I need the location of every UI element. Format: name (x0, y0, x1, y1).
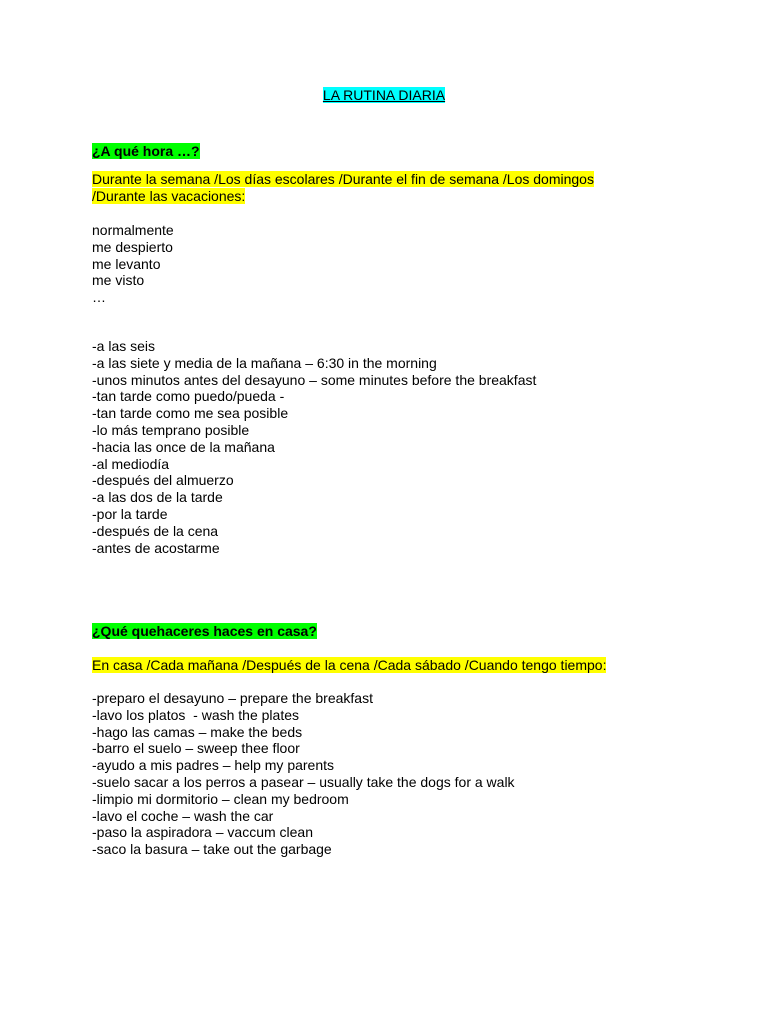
section1-verbs-list (92, 222, 692, 306)
time-item: -después de la cena (92, 522, 219, 539)
section2-heading-text: ¿Qué quehaceres haces en casa? (92, 623, 317, 639)
section2-intro (92, 657, 692, 674)
verb-item: me visto (92, 272, 145, 289)
chore-item: -barro el suelo – sweep thee floor (92, 740, 300, 757)
verb-item: me levanto (92, 255, 161, 272)
chore-item: -limpio mi dormitorio – clean my bedroom (92, 790, 349, 807)
time-item: -al mediodía (92, 455, 170, 472)
chore-item: -ayudo a mis padres – help my parents (92, 757, 335, 774)
section2-chores-list (92, 690, 692, 858)
chore-item: -paso la aspiradora – vaccum clean (92, 824, 314, 841)
page-title-text: LA RUTINA DIARIA (322, 87, 446, 103)
chore-item: -suelo sacar a los perros a pasear – usually take the dogs for a walk (92, 773, 515, 790)
section2-heading (92, 623, 692, 640)
verb-item: … (92, 289, 106, 306)
time-item: -tan tarde como puedo/pueda - (92, 388, 285, 405)
section1-intro-line2: /Durante las vacaciones: (92, 187, 246, 204)
verb-item: me despierto (92, 238, 173, 255)
time-item: -unos minutos antes del desayuno – some minutes before the breakfast (92, 371, 537, 388)
time-item: -por la tarde (92, 505, 168, 522)
verb-item: normalmente (92, 222, 174, 238)
chore-item: -preparo el desayuno – prepare the breakfast (92, 690, 373, 706)
time-item: -a las seis (92, 338, 156, 354)
time-item: -hacia las once de la mañana (92, 438, 275, 455)
time-item: -tan tarde como me sea posible (92, 405, 289, 422)
time-item: -a las siete y media de la mañana – 6:30 in the morning (92, 354, 437, 371)
section1-intro (92, 171, 692, 205)
section1-heading (92, 143, 692, 160)
time-item: -lo más temprano posible (92, 421, 250, 438)
chore-item: -saco la basura – take out the garbage (92, 841, 332, 858)
chore-item: -lavo el coche – wash the car (92, 807, 274, 824)
chore-item: -lavo los platos - wash the plates (92, 706, 299, 723)
chore-item: -hago las camas – make the beds (92, 723, 303, 740)
section2-intro-text: En casa /Cada mañana /Después de la cena /Cada sábado /Cuando tengo tiempo: (92, 657, 607, 673)
time-item: -después del almuerzo (92, 472, 234, 489)
time-item: -antes de acostarme (92, 539, 220, 556)
section1-heading-text: ¿A qué hora …? (92, 143, 200, 159)
section1-intro-line1: Durante la semana /Los días escolares /Durante el fin de semana /Los domingos (92, 171, 594, 187)
time-item: -a las dos de la tarde (92, 489, 223, 506)
page-title (0, 86, 768, 104)
section1-times-list (92, 338, 692, 556)
